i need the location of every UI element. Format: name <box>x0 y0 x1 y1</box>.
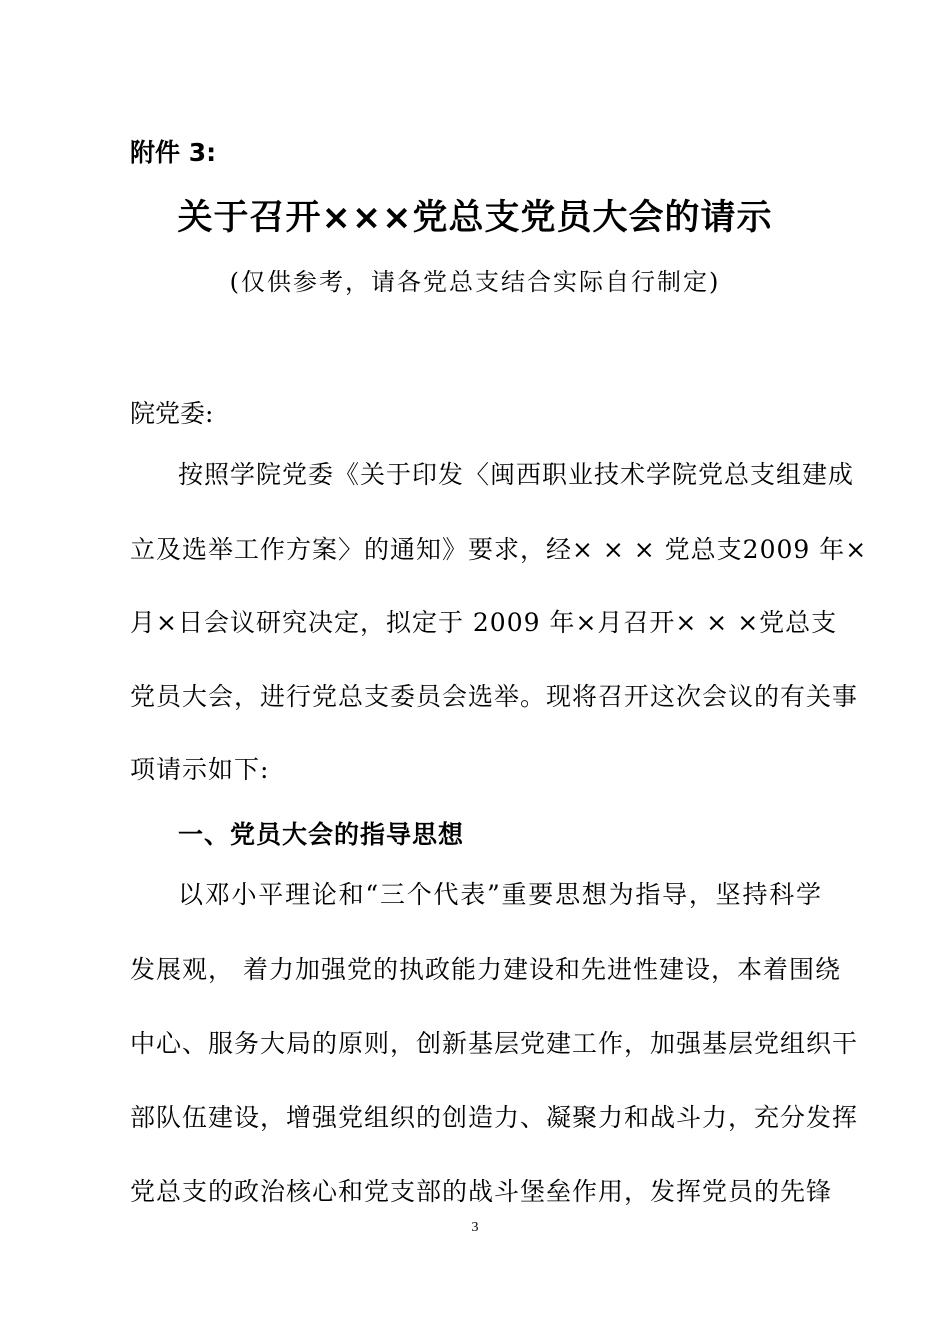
paragraph-line: 项请示如下: <box>130 755 270 784</box>
paragraph-line: 部队伍建设，增强党组织的创造力、凝聚力和战斗力，充分发挥 <box>130 1103 859 1132</box>
paragraph-line: 立及选举工作方案〉的通知》要求，经× × × 党总支2009 年× <box>130 535 868 564</box>
section-heading: 一、党员大会的指导思想 <box>178 820 465 849</box>
paragraph-line: 中心、服务大局的原则，创新基层党建工作，加强基层党组织干 <box>130 1029 859 1058</box>
paragraph-line: 党员大会，进行党总支委员会选举。现将召开这次会议的有关事 <box>130 682 859 711</box>
document-title: 关于召开×××党总支党员大会的请示 <box>177 198 773 238</box>
paragraph-line: 党总支的政治核心和党支部的战斗堡垒作用，发挥党员的先锋 <box>130 1177 833 1206</box>
page-number: 3 <box>471 1220 479 1235</box>
paragraph-line: 以邓小平理论和“三个代表”重要思想为指导，坚持科学 <box>178 880 822 909</box>
paragraph-line: 按照学院党委《关于印发〈闽西职业技术学院党总支组建成 <box>178 460 855 489</box>
paragraph-line: 月×日会议研究决定，拟定于 2009 年×月召开× × ×党总支 <box>130 608 838 637</box>
paragraph-line: 发展观， 着力加强党的执政能力建设和先进性建设，本着围绕 <box>130 955 841 984</box>
document-subtitle: (仅供参考，请各党总支结合实际自行制定) <box>229 268 721 296</box>
salutation: 院党委: <box>130 399 214 428</box>
attachment-label: 附件 3: <box>130 138 217 167</box>
